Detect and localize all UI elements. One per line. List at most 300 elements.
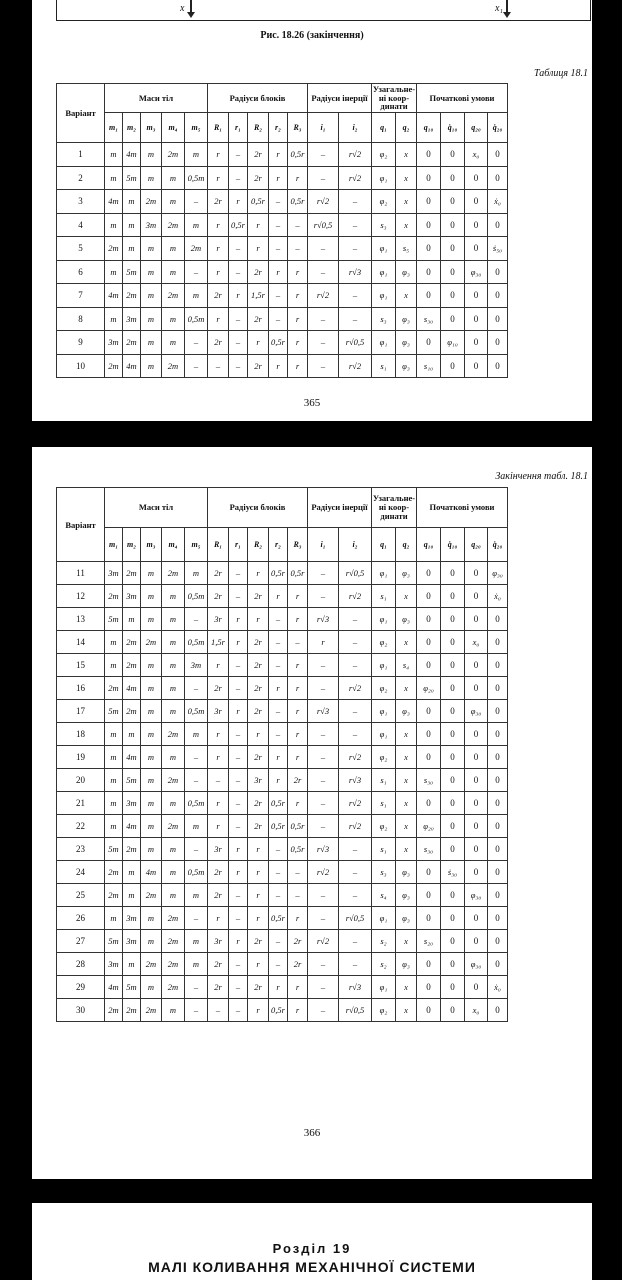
column-header: m₃ — [141, 528, 162, 562]
table-cell: r — [248, 237, 269, 261]
table-cell: φ₃₀ — [465, 884, 488, 907]
table-cell: 2m — [162, 930, 185, 953]
table-cell: 2r — [248, 585, 269, 608]
table-cell: r — [208, 166, 229, 190]
table-cell: – — [185, 608, 208, 631]
table-cell: – — [308, 953, 339, 976]
variant-number: 20 — [57, 769, 105, 792]
table-cell: 2m — [141, 953, 162, 976]
table-cell: r√2 — [308, 284, 339, 308]
column-header: q̇₂₀ — [488, 113, 508, 143]
table-cell: r — [208, 792, 229, 815]
table-cell: r√2 — [339, 815, 372, 838]
table-cell: m — [162, 999, 185, 1022]
column-header: m₅ — [185, 113, 208, 143]
column-header: q̇₁₀ — [441, 113, 465, 143]
table-cell: 2m — [123, 562, 141, 585]
table-cell: s₁ — [372, 792, 396, 815]
table-cell: 0 — [465, 354, 488, 378]
variant-number: 8 — [57, 307, 105, 331]
table-cell: x — [396, 746, 417, 769]
table-cell: 0 — [417, 654, 441, 677]
group-header-radii: Радіуси блоків — [208, 84, 308, 113]
table-row — [57, 190, 508, 214]
table-cell: 0 — [488, 861, 508, 884]
table-cell: – — [229, 237, 248, 261]
table-cell: m — [141, 284, 162, 308]
table-cell: m — [141, 769, 162, 792]
table-cell: 4m — [105, 190, 123, 214]
variant-number: 25 — [57, 884, 105, 907]
table-cell: 2m — [141, 631, 162, 654]
group-header-coords: Узагальне-ні коор-динати — [372, 488, 417, 528]
variant-header: Варіант — [57, 84, 105, 143]
table-cell: x — [396, 999, 417, 1022]
table-cell: – — [229, 354, 248, 378]
table-cell: 2m — [162, 562, 185, 585]
table-cell: 0 — [441, 930, 465, 953]
table-cell: 0 — [417, 746, 441, 769]
column-header: q₁ — [372, 113, 396, 143]
table-cell: – — [308, 654, 339, 677]
table-cell: – — [269, 838, 288, 861]
table-cell: 0 — [465, 792, 488, 815]
table-cell: – — [339, 953, 372, 976]
table-cell: m — [123, 608, 141, 631]
table-cell: 2m — [162, 907, 185, 930]
table-cell: 0 — [441, 354, 465, 378]
table-cell: s₁ — [372, 769, 396, 792]
table-cell: r — [269, 166, 288, 190]
table-cell: – — [185, 769, 208, 792]
table-cell: – — [269, 608, 288, 631]
table-cell: r — [288, 260, 308, 284]
table-cell: m — [141, 562, 162, 585]
table-cell: 0 — [465, 723, 488, 746]
variant-number: 10 — [57, 354, 105, 378]
column-header: q₂₀ — [465, 528, 488, 562]
table-cell: s₅ — [396, 237, 417, 261]
table-cell: s₃ — [372, 213, 396, 237]
table-cell: φ₃ — [396, 608, 417, 631]
table-cell: m — [141, 237, 162, 261]
table-cell: 0,5r — [288, 143, 308, 167]
table-cell: 3r — [208, 700, 229, 723]
table-18-1-continued — [56, 487, 508, 1022]
column-header: R₂ — [248, 113, 269, 143]
table-cell: 0,5r — [288, 562, 308, 585]
table-cell: 0 — [441, 769, 465, 792]
table-cell: m — [141, 354, 162, 378]
table-cell: 2m — [141, 190, 162, 214]
table-cell: 4m — [123, 677, 141, 700]
table-cell: r — [248, 907, 269, 930]
table-cell: r — [208, 907, 229, 930]
column-header: q₂ — [396, 528, 417, 562]
table-cell: – — [308, 354, 339, 378]
table-cell: 0 — [441, 976, 465, 999]
table-cell: 0 — [441, 585, 465, 608]
table-cell: 0 — [488, 284, 508, 308]
table-cell: φ₃₀ — [488, 562, 508, 585]
table-cell: – — [339, 631, 372, 654]
table-cell: r — [208, 260, 229, 284]
table-cell: r — [248, 723, 269, 746]
table-cell: 2r — [248, 677, 269, 700]
table-cell: φ₃ — [396, 260, 417, 284]
table-cell: m — [162, 190, 185, 214]
variant-number: 13 — [57, 608, 105, 631]
table-cell: φ₃ — [396, 354, 417, 378]
table-cell: φ₃ — [396, 907, 417, 930]
table-cell: 0 — [488, 999, 508, 1022]
table-cell: m — [123, 190, 141, 214]
table-cell: s₂ — [372, 953, 396, 976]
table-cell: 0 — [465, 608, 488, 631]
table-row — [57, 631, 508, 654]
table-18-1 — [56, 83, 508, 378]
table-cell: m — [141, 677, 162, 700]
table-cell: m — [123, 237, 141, 261]
table-cell: 3m — [105, 331, 123, 355]
table-cell: m — [162, 746, 185, 769]
table-cell: m — [141, 723, 162, 746]
table-cell: 0,5m — [185, 631, 208, 654]
table-row — [57, 723, 508, 746]
table-cell: 0 — [441, 815, 465, 838]
table-cell: – — [185, 260, 208, 284]
table-cell: – — [308, 769, 339, 792]
table-cell: 0 — [488, 769, 508, 792]
table-cell: 2m — [123, 331, 141, 355]
variant-number: 14 — [57, 631, 105, 654]
table-cell: φ₁ — [372, 166, 396, 190]
table-cell: 2m — [162, 143, 185, 167]
table-cell: – — [339, 930, 372, 953]
table-row — [57, 654, 508, 677]
table-cell: 2r — [248, 307, 269, 331]
table-cell: m — [141, 907, 162, 930]
variant-number: 15 — [57, 654, 105, 677]
table-cell: m — [105, 307, 123, 331]
group-header-inertia: Радіуси інерції — [308, 488, 372, 528]
table-cell: x — [396, 213, 417, 237]
column-header: R₃ — [288, 528, 308, 562]
table-cell: m — [162, 792, 185, 815]
table-cell: m — [185, 884, 208, 907]
table-row — [57, 143, 508, 167]
column-header: q₂ — [396, 113, 417, 143]
table-cell: 2r — [248, 354, 269, 378]
table-cell: – — [308, 307, 339, 331]
column-header: q₁₀ — [417, 528, 441, 562]
table-cell: 2r — [248, 631, 269, 654]
table-cell: m — [185, 213, 208, 237]
table-cell: ṡ₅₀ — [488, 237, 508, 261]
table-cell: 2r — [288, 930, 308, 953]
table-cell: – — [339, 284, 372, 308]
table-cell: r√2 — [308, 190, 339, 214]
table-cell: r√3 — [308, 700, 339, 723]
table-cell: m — [141, 585, 162, 608]
table-cell: x — [396, 166, 417, 190]
table-cell: 2r — [248, 700, 269, 723]
table-cell: 0 — [488, 654, 508, 677]
table-cell: 0,5r — [288, 838, 308, 861]
table-cell: r — [288, 331, 308, 355]
table-cell: 0 — [465, 976, 488, 999]
page-366 — [32, 447, 592, 1179]
table-row — [57, 354, 508, 378]
table-cell: 4m — [123, 815, 141, 838]
table-cell: 0 — [465, 677, 488, 700]
table-cell: s₄ — [372, 884, 396, 907]
table-cell: φ₁ — [372, 723, 396, 746]
table-cell: – — [229, 746, 248, 769]
table-cell: 5m — [123, 166, 141, 190]
variant-number: 27 — [57, 930, 105, 953]
table-cell: r — [288, 585, 308, 608]
table-row — [57, 930, 508, 953]
table-cell: – — [229, 884, 248, 907]
table-cell: 0 — [465, 237, 488, 261]
table-cell: 2m — [105, 677, 123, 700]
table-cell: r — [269, 746, 288, 769]
table-cell: 2m — [123, 631, 141, 654]
table-cell: φ₃ — [396, 953, 417, 976]
table-cell: r — [208, 746, 229, 769]
table-cell: 2r — [248, 166, 269, 190]
table-cell: 3m — [123, 585, 141, 608]
table-cell: 0 — [441, 953, 465, 976]
table-cell: ẋ₀ — [488, 585, 508, 608]
table-cell: – — [308, 999, 339, 1022]
table-cell: – — [229, 143, 248, 167]
table-cell: m — [141, 608, 162, 631]
table-cell: r√2 — [339, 792, 372, 815]
table-cell: – — [229, 976, 248, 999]
table-cell: r — [229, 838, 248, 861]
page-number: 366 — [303, 1127, 321, 1139]
table-cell: x — [396, 677, 417, 700]
table-cell: r — [229, 700, 248, 723]
table-cell: r — [208, 654, 229, 677]
table-cell: r√2 — [339, 585, 372, 608]
table-cell: 0 — [417, 953, 441, 976]
table-cell: 2m — [123, 700, 141, 723]
column-header: q₂₀ — [465, 113, 488, 143]
column-header: m₄ — [162, 113, 185, 143]
column-header: i₁ — [308, 528, 339, 562]
table-cell: 0 — [465, 769, 488, 792]
table-cell: x — [396, 143, 417, 167]
table-cell: – — [185, 976, 208, 999]
column-header: i₂ — [339, 113, 372, 143]
figure-fragment — [56, 0, 591, 21]
column-header: q₁₀ — [417, 113, 441, 143]
table-cell: 0 — [488, 260, 508, 284]
column-header: r₂ — [269, 528, 288, 562]
table-cell: 0 — [488, 907, 508, 930]
table-cell: 2m — [162, 284, 185, 308]
table-cell: r — [269, 769, 288, 792]
table-cell: φ₂ — [372, 631, 396, 654]
table-cell: 2m — [141, 884, 162, 907]
table-cell: φ₃ — [396, 562, 417, 585]
table-cell: – — [308, 723, 339, 746]
table-cell: – — [269, 654, 288, 677]
table-cell: φ₂ — [372, 143, 396, 167]
table-cell: 0 — [488, 677, 508, 700]
table-cell: r — [288, 700, 308, 723]
table-cell: 5m — [123, 260, 141, 284]
table-label: Закінчення табл. 18.1 — [495, 471, 588, 482]
group-header-masses: Маси тіл — [105, 488, 208, 528]
table-cell: 0,5r — [288, 815, 308, 838]
table-cell: – — [308, 907, 339, 930]
table-cell: 0 — [488, 792, 508, 815]
variant-number: 16 — [57, 677, 105, 700]
table-cell: m — [123, 861, 141, 884]
table-cell: – — [269, 953, 288, 976]
column-header: r₁ — [229, 528, 248, 562]
table-cell: – — [288, 237, 308, 261]
chapter-title: МАЛІ КОЛИВАННЯ МЕХАНІЧНОЇ СИСТЕМИ — [148, 1259, 476, 1275]
table-cell: 0 — [417, 907, 441, 930]
table-cell: r — [248, 562, 269, 585]
table-cell: r — [269, 585, 288, 608]
table-cell: 2r — [208, 884, 229, 907]
variant-number: 24 — [57, 861, 105, 884]
table-cell: 2m — [105, 585, 123, 608]
table-cell: 0 — [417, 143, 441, 167]
table-cell: r — [288, 792, 308, 815]
table-cell: 0 — [417, 631, 441, 654]
table-cell: – — [269, 930, 288, 953]
table-cell: r√2 — [308, 861, 339, 884]
table-cell: m — [141, 700, 162, 723]
table-cell: 0,5m — [185, 861, 208, 884]
table-cell: 0 — [488, 746, 508, 769]
table-cell: – — [229, 307, 248, 331]
table-cell: – — [339, 884, 372, 907]
table-cell: m — [141, 143, 162, 167]
table-row — [57, 700, 508, 723]
table-cell: 0 — [488, 723, 508, 746]
table-cell: m — [162, 654, 185, 677]
table-cell: φ₃ — [396, 861, 417, 884]
table-cell: 2r — [248, 792, 269, 815]
table-cell: s₃₀ — [417, 838, 441, 861]
column-header: m₃ — [141, 113, 162, 143]
table-cell: r — [308, 631, 339, 654]
table-cell: 0,5r — [269, 999, 288, 1022]
table-cell: m — [185, 562, 208, 585]
group-header-inertia: Радіуси інерції — [308, 84, 372, 113]
table-cell: m — [123, 953, 141, 976]
table-cell: 2r — [288, 953, 308, 976]
table-cell: r — [208, 307, 229, 331]
table-cell: 0 — [441, 677, 465, 700]
table-cell: φ₁ — [372, 237, 396, 261]
table-cell: – — [208, 999, 229, 1022]
table-cell: 2m — [105, 354, 123, 378]
column-header: R₃ — [288, 113, 308, 143]
table-cell: m — [162, 700, 185, 723]
table-cell: 0 — [417, 999, 441, 1022]
table-cell: φ₂ — [372, 999, 396, 1022]
table-row — [57, 562, 508, 585]
variant-number: 6 — [57, 260, 105, 284]
table-cell: – — [339, 237, 372, 261]
table-cell: 0 — [441, 746, 465, 769]
column-header: m₁ — [105, 528, 123, 562]
table-cell: – — [229, 331, 248, 355]
table-cell: m — [141, 792, 162, 815]
table-cell: m — [141, 654, 162, 677]
table-row — [57, 284, 508, 308]
table-cell: 2m — [162, 953, 185, 976]
table-cell: 0 — [488, 700, 508, 723]
table-row — [57, 907, 508, 930]
table-cell: 0 — [465, 654, 488, 677]
table-cell: 0 — [441, 792, 465, 815]
table-cell: 3r — [208, 838, 229, 861]
table-cell: 1,5r — [208, 631, 229, 654]
table-cell: m — [162, 861, 185, 884]
table-cell: 0 — [417, 723, 441, 746]
table-cell: m — [141, 746, 162, 769]
table-cell: 3m — [123, 792, 141, 815]
table-cell: φ₃₀ — [465, 700, 488, 723]
table-cell: – — [269, 884, 288, 907]
table-cell: m — [162, 307, 185, 331]
table-cell: 0 — [488, 143, 508, 167]
table-cell: 2r — [248, 815, 269, 838]
table-cell: 2m — [162, 723, 185, 746]
table-cell: – — [229, 166, 248, 190]
table-cell: 0 — [488, 815, 508, 838]
table-cell: 0 — [417, 260, 441, 284]
table-cell: 0 — [417, 861, 441, 884]
table-cell: s₁ — [372, 354, 396, 378]
table-cell: 2m — [105, 999, 123, 1022]
table-cell: r — [269, 976, 288, 999]
table-cell: – — [339, 723, 372, 746]
table-cell: 0,5m — [185, 307, 208, 331]
table-cell: x — [396, 284, 417, 308]
table-cell: 5m — [123, 769, 141, 792]
table-cell: φ₃ — [396, 331, 417, 355]
table-cell: – — [308, 677, 339, 700]
table-cell: – — [269, 237, 288, 261]
table-cell: – — [269, 284, 288, 308]
table-cell: 2r — [208, 585, 229, 608]
table-cell: 0 — [488, 166, 508, 190]
table-cell: r — [208, 723, 229, 746]
table-cell: – — [339, 608, 372, 631]
table-cell: m — [105, 213, 123, 237]
table-cell: r√0,5 — [339, 562, 372, 585]
table-cell: 2r — [248, 143, 269, 167]
column-header: R₁ — [208, 113, 229, 143]
table-cell: m — [141, 307, 162, 331]
table-row — [57, 815, 508, 838]
table-cell: 0,5m — [185, 166, 208, 190]
table-cell: s₂₀ — [417, 930, 441, 953]
table-cell: 0 — [441, 166, 465, 190]
table-cell: m — [105, 260, 123, 284]
